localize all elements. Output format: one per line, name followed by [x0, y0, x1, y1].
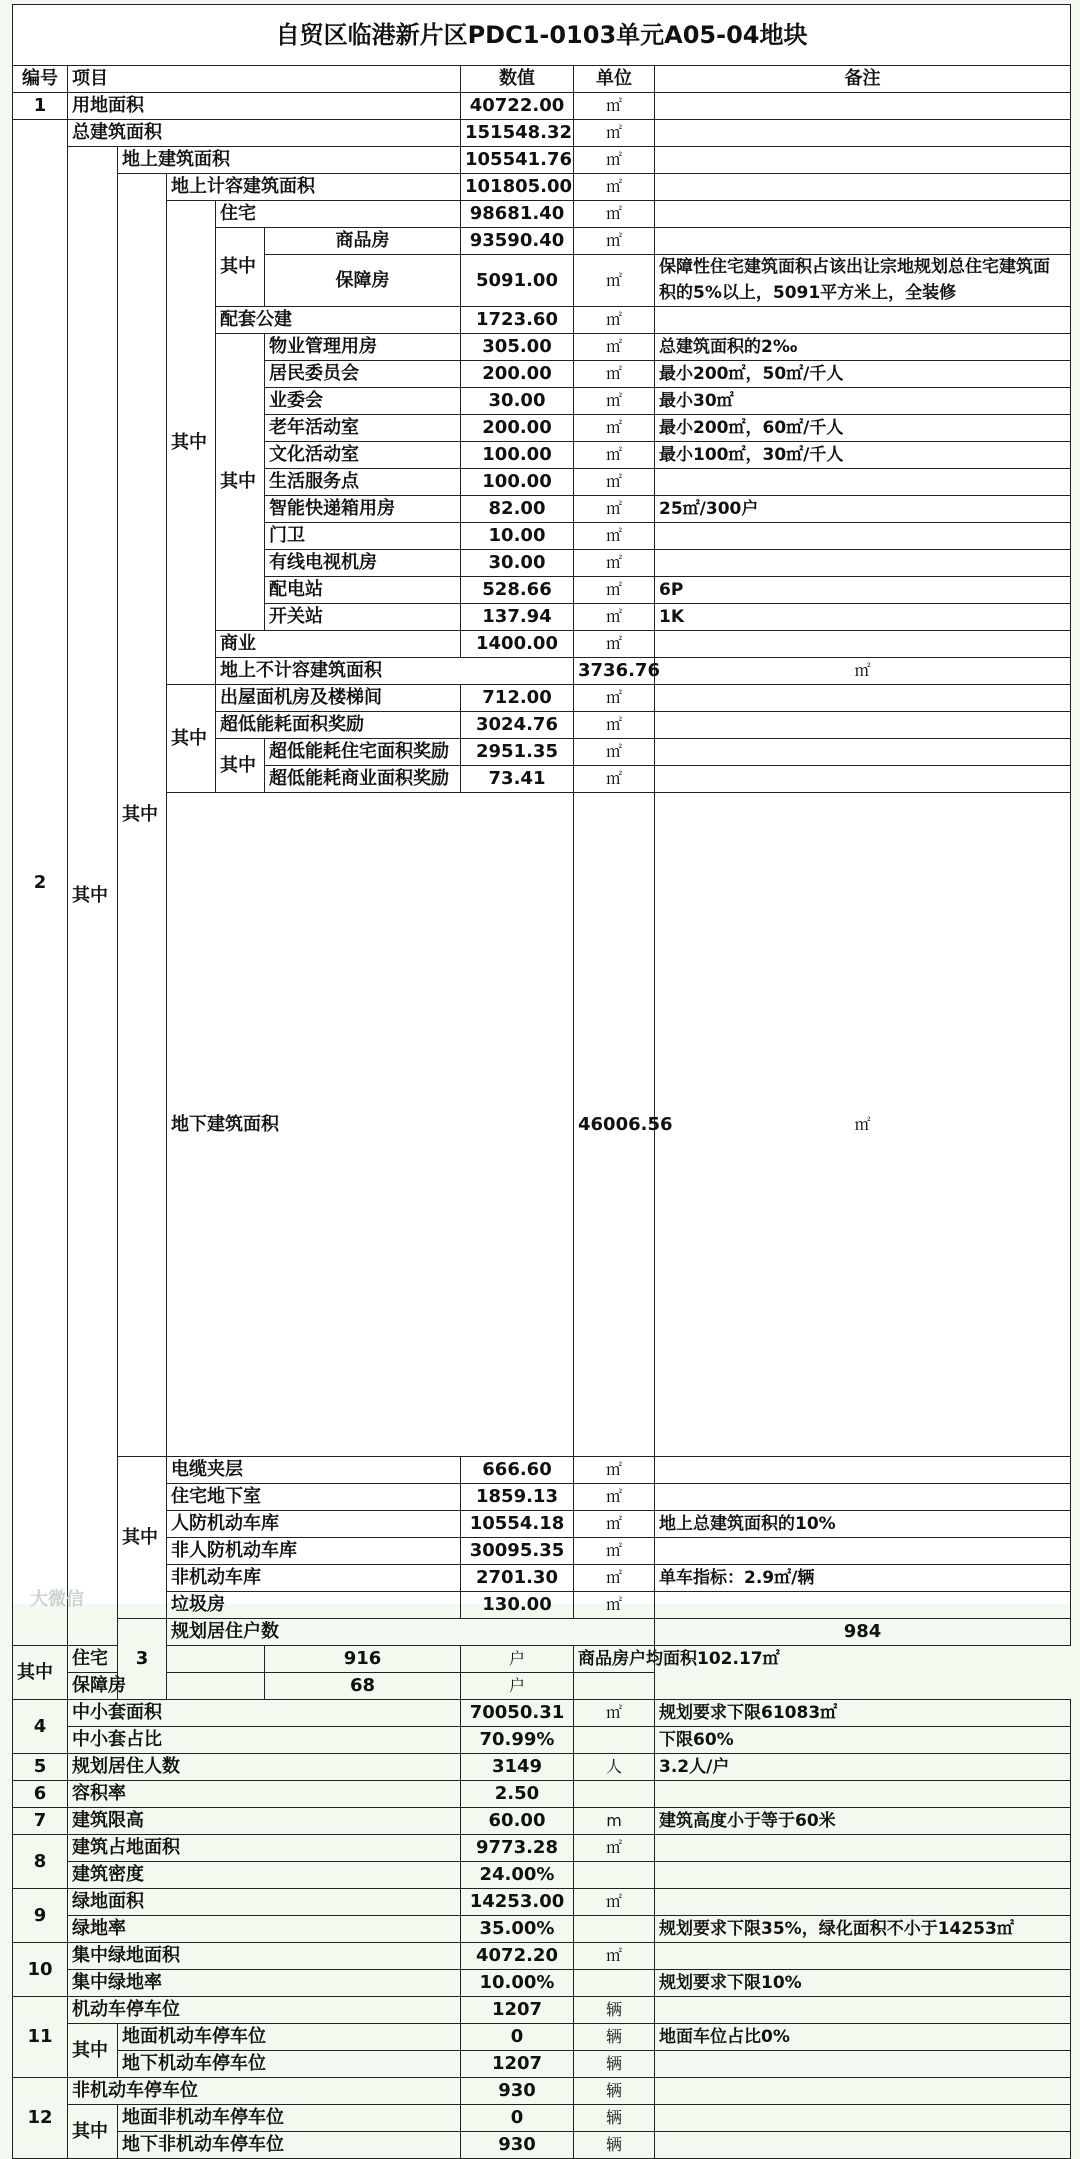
unit-cell — [574, 1862, 655, 1889]
value-cell: 35.00% — [461, 1916, 574, 1943]
value-cell: 70.99% — [461, 1727, 574, 1754]
table-row — [13, 1727, 1071, 1754]
unit-cell: ㎡ — [574, 1700, 655, 1727]
remark-cell — [655, 307, 1071, 334]
value-cell: 100.00 — [461, 442, 574, 469]
unit-cell: ㎡ — [574, 577, 655, 604]
qizhong-label: 其中 — [68, 2105, 118, 2159]
remark-cell: 规划要求下限61083㎡ — [655, 1700, 1071, 1727]
item-label: 建筑占地面积 — [68, 1835, 461, 1862]
item-label: 地下非机动车停车位 — [118, 2132, 461, 2159]
item-label: 商业 — [216, 631, 461, 658]
table-row — [13, 93, 1071, 120]
item-label: 非机动车库 — [167, 1565, 461, 1592]
item-label: 地上计容建筑面积 — [167, 174, 461, 201]
item-label: 容积率 — [68, 1781, 461, 1808]
unit-cell: 辆 — [574, 2078, 655, 2105]
item-label: 超低能耗商业面积奖励 — [265, 766, 461, 793]
table-row — [13, 1997, 1071, 2024]
table-row — [13, 1889, 1071, 1916]
item-label: 住宅地下室 — [167, 1484, 461, 1511]
value-cell: 2701.30 — [461, 1565, 574, 1592]
qizhong-label: 其中 — [68, 147, 118, 1646]
qizhong-label: 其中 — [216, 228, 265, 307]
unit-cell: ㎡ — [655, 793, 1071, 1457]
unit-cell — [574, 1781, 655, 1808]
title-row — [13, 5, 1071, 66]
value-cell: 2.50 — [461, 1781, 574, 1808]
value-cell: 40722.00 — [461, 93, 574, 120]
table-row — [13, 793, 1071, 1457]
value-cell: 3736.76 — [574, 658, 655, 685]
row-number: 2 — [13, 120, 68, 1646]
item-label: 住宅 — [216, 201, 461, 228]
row-number: 3 — [118, 1619, 167, 1700]
unit-cell: ㎡ — [574, 1592, 655, 1619]
value-cell: 930 — [461, 2132, 574, 2159]
item-label: 总建筑面积 — [68, 120, 461, 147]
remark-cell — [655, 1484, 1071, 1511]
table-row — [13, 2078, 1071, 2105]
item-label: 地下建筑面积 — [167, 793, 574, 1457]
value-cell: 137.94 — [461, 604, 574, 631]
value-cell: 305.00 — [461, 334, 574, 361]
remark-cell — [655, 1889, 1071, 1916]
item-label: 住宅 — [68, 1646, 265, 1673]
item-label: 集中绿地面积 — [68, 1943, 461, 1970]
unit-cell: ㎡ — [574, 93, 655, 120]
remark-cell — [655, 1862, 1071, 1889]
remark-cell: 最小200㎡，50㎡/千人 — [655, 361, 1071, 388]
item-label: 智能快递箱用房 — [265, 496, 461, 523]
unit-cell: ㎡ — [574, 201, 655, 228]
value-cell: 30.00 — [461, 388, 574, 415]
item-label: 超低能耗面积奖励 — [216, 712, 461, 739]
value-cell: 930 — [461, 2078, 574, 2105]
item-label: 人防机动车库 — [167, 1511, 461, 1538]
value-cell: 100.00 — [461, 469, 574, 496]
value-cell: 10554.18 — [461, 1511, 574, 1538]
item-label: 垃圾房 — [167, 1592, 461, 1619]
value-cell: 1207 — [461, 2051, 574, 2078]
remark-cell: 最小100㎡，30㎡/千人 — [655, 442, 1071, 469]
value-cell: 712.00 — [461, 685, 574, 712]
qizhong-label: 其中 — [118, 174, 167, 1457]
remark-cell — [655, 2132, 1071, 2159]
value-cell: 10.00% — [461, 1970, 574, 1997]
table-row — [13, 1538, 1071, 1565]
item-label: 中小套占比 — [68, 1727, 461, 1754]
table-row — [13, 1673, 1071, 1700]
unit-cell: ㎡ — [574, 442, 655, 469]
remark-cell: 地上总建筑面积的10% — [655, 1511, 1071, 1538]
value-cell: 9773.28 — [461, 1835, 574, 1862]
item-label: 规划居住人数 — [68, 1754, 461, 1781]
unit-cell — [574, 1970, 655, 1997]
table-row — [13, 1916, 1071, 1943]
remark-cell — [655, 712, 1071, 739]
table-row — [13, 1754, 1071, 1781]
unit-cell: ㎡ — [574, 174, 655, 201]
row-number: 10 — [13, 1943, 68, 1997]
remark-cell — [655, 2078, 1071, 2105]
value-cell: 10.00 — [461, 523, 574, 550]
item-label: 生活服务点 — [265, 469, 461, 496]
unit-cell: m — [574, 1808, 655, 1835]
unit-cell: ㎡ — [574, 255, 655, 307]
item-label: 配电站 — [265, 577, 461, 604]
unit-cell: ㎡ — [574, 1889, 655, 1916]
remark-cell: 保障性住宅建筑面积占该出让宗地规划总住宅建筑面积的5%以上，5091平方米上，全装修 — [655, 255, 1071, 307]
value-cell: 0 — [461, 2105, 574, 2132]
table-row — [13, 1970, 1071, 1997]
table-row — [13, 685, 1071, 712]
item-label: 地上不计容建筑面积 — [216, 658, 574, 685]
value-cell: 82.00 — [461, 496, 574, 523]
item-label: 保障房 — [265, 255, 461, 307]
value-cell: 105541.76 — [461, 147, 574, 174]
table-row — [13, 1943, 1071, 1970]
remark-cell — [655, 1592, 1071, 1619]
remark-cell — [574, 1673, 655, 1700]
item-label: 机动车停车位 — [68, 1997, 461, 2024]
unit-cell: ㎡ — [574, 1511, 655, 1538]
value-cell: 5091.00 — [461, 255, 574, 307]
item-label: 开关站 — [265, 604, 461, 631]
item-label: 电缆夹层 — [167, 1457, 461, 1484]
item-label: 地下机动车停车位 — [118, 2051, 461, 2078]
row-number: 12 — [13, 2078, 68, 2159]
header-unit: 单位 — [574, 66, 655, 93]
remark-cell — [655, 1997, 1071, 2024]
header-value: 数值 — [461, 66, 574, 93]
item-label: 建筑限高 — [68, 1808, 461, 1835]
unit-cell: ㎡ — [655, 658, 1071, 685]
unit-cell: ㎡ — [574, 550, 655, 577]
row-number: 9 — [13, 1889, 68, 1943]
table-row — [13, 1835, 1071, 1862]
remark-cell: 商品房户均面积102.17㎡ — [574, 1646, 655, 1673]
unit-cell: 人 — [574, 1754, 655, 1781]
table-row — [13, 174, 1071, 201]
unit-cell: ㎡ — [574, 469, 655, 496]
item-label: 非人防机动车库 — [167, 1538, 461, 1565]
remark-cell — [655, 1457, 1071, 1484]
row-number: 4 — [13, 1700, 68, 1754]
row-number: 11 — [13, 1997, 68, 2078]
remark-cell: 1K — [655, 604, 1071, 631]
item-label: 居民委员会 — [265, 361, 461, 388]
remark-cell: 25㎡/300户 — [655, 496, 1071, 523]
item-label: 超低能耗住宅面积奖励 — [265, 739, 461, 766]
unit-cell: ㎡ — [574, 1538, 655, 1565]
table-row — [13, 2105, 1071, 2132]
remark-cell — [655, 228, 1071, 255]
value-cell: 666.60 — [461, 1457, 574, 1484]
remark-cell — [655, 2051, 1071, 2078]
value-cell: 1859.13 — [461, 1484, 574, 1511]
remark-cell — [655, 1781, 1071, 1808]
remark-cell: 最小200㎡，60㎡/千人 — [655, 415, 1071, 442]
remark-cell — [655, 174, 1071, 201]
header-remark: 备注 — [655, 66, 1071, 93]
table-row — [13, 2024, 1071, 2051]
value-cell: 3024.76 — [461, 712, 574, 739]
row-number: 5 — [13, 1754, 68, 1781]
value-cell: 2951.35 — [461, 739, 574, 766]
unit-cell: 辆 — [574, 2051, 655, 2078]
unit-cell: ㎡ — [574, 685, 655, 712]
value-cell: 4072.20 — [461, 1943, 574, 1970]
remark-cell — [655, 631, 1071, 658]
value-cell: 130.00 — [461, 1592, 574, 1619]
item-label: 中小套面积 — [68, 1700, 461, 1727]
table-row — [13, 147, 1071, 174]
value-cell: 1723.60 — [461, 307, 574, 334]
item-label: 地上建筑面积 — [118, 147, 461, 174]
remark-cell: 规划要求下限35%，绿化面积不小于14253㎡ — [655, 1916, 1071, 1943]
remark-cell: 规划要求下限10% — [655, 1970, 1071, 1997]
value-cell: 200.00 — [461, 361, 574, 388]
remark-cell — [655, 550, 1071, 577]
unit-cell: ㎡ — [574, 496, 655, 523]
remark-cell — [655, 147, 1071, 174]
value-cell: 1400.00 — [461, 631, 574, 658]
table-row — [13, 1592, 1071, 1619]
qizhong-label: 其中 — [13, 1646, 68, 1700]
remark-cell: 最小30㎡ — [655, 388, 1071, 415]
unit-cell: ㎡ — [574, 334, 655, 361]
qizhong-label: 其中 — [216, 334, 265, 631]
item-label: 绿地面积 — [68, 1889, 461, 1916]
watermark: 大微信 — [30, 1589, 84, 1610]
value-cell: 14253.00 — [461, 1889, 574, 1916]
value-cell: 916 — [265, 1646, 461, 1673]
remark-cell — [655, 766, 1071, 793]
item-label: 老年活动室 — [265, 415, 461, 442]
remark-cell — [655, 93, 1071, 120]
unit-cell: 户 — [461, 1673, 574, 1700]
item-label: 建筑密度 — [68, 1862, 461, 1889]
remark-cell: 3.2人/户 — [655, 1754, 1071, 1781]
unit-cell: ㎡ — [574, 307, 655, 334]
unit-cell: ㎡ — [574, 1457, 655, 1484]
unit-cell: ㎡ — [574, 388, 655, 415]
table-row — [13, 201, 1071, 228]
remark-cell — [655, 1538, 1071, 1565]
item-label: 有线电视机房 — [265, 550, 461, 577]
remark-cell — [655, 1943, 1071, 1970]
value-cell: 24.00% — [461, 1862, 574, 1889]
value-cell: 200.00 — [461, 415, 574, 442]
remark-cell — [655, 2105, 1071, 2132]
qizhong-label: 其中 — [216, 739, 265, 793]
unit-cell: ㎡ — [574, 1565, 655, 1592]
item-label: 规划居住户数 — [167, 1619, 655, 1646]
unit-cell: 户 — [461, 1646, 574, 1673]
remark-cell: 地面车位占比0% — [655, 2024, 1071, 2051]
table-row — [13, 2132, 1071, 2159]
table-row — [13, 120, 1071, 147]
item-label: 门卫 — [265, 523, 461, 550]
item-label: 配套公建 — [216, 307, 461, 334]
item-label: 出屋面机房及楼梯间 — [216, 685, 461, 712]
value-cell: 98681.40 — [461, 201, 574, 228]
remark-cell: 单车指标：2.9㎡/辆 — [655, 1565, 1071, 1592]
unit-cell: 辆 — [574, 2105, 655, 2132]
unit-cell: ㎡ — [574, 604, 655, 631]
unit-cell: 辆 — [574, 2132, 655, 2159]
remark-cell — [655, 201, 1071, 228]
planning-index-table — [12, 4, 1071, 2159]
header-no: 编号 — [13, 66, 68, 93]
unit-cell — [574, 1727, 655, 1754]
qizhong-label: 其中 — [118, 1457, 167, 1619]
unit-cell: ㎡ — [574, 1943, 655, 1970]
value-cell: 30095.35 — [461, 1538, 574, 1565]
unit-cell: ㎡ — [574, 712, 655, 739]
unit-cell: ㎡ — [574, 415, 655, 442]
row-number: 7 — [13, 1808, 68, 1835]
remark-cell — [655, 120, 1071, 147]
spreadsheet-frame — [12, 4, 1070, 2156]
table-row — [13, 1457, 1071, 1484]
unit-cell: ㎡ — [574, 766, 655, 793]
header-item: 项目 — [68, 66, 461, 93]
value-cell: 528.66 — [461, 577, 574, 604]
row-number: 6 — [13, 1781, 68, 1808]
value-cell: 101805.00 — [461, 174, 574, 201]
table-row — [13, 1700, 1071, 1727]
row-number: 1 — [13, 93, 68, 120]
value-cell: 3149 — [461, 1754, 574, 1781]
remark-cell: 6P — [655, 577, 1071, 604]
item-label: 物业管理用房 — [265, 334, 461, 361]
value-cell: 73.41 — [461, 766, 574, 793]
item-label: 文化活动室 — [265, 442, 461, 469]
unit-cell: ㎡ — [574, 120, 655, 147]
row-number: 8 — [13, 1835, 68, 1889]
unit-cell: ㎡ — [574, 1484, 655, 1511]
qizhong-label: 其中 — [167, 201, 216, 685]
unit-cell: ㎡ — [574, 147, 655, 174]
value-cell: 0 — [461, 2024, 574, 2051]
unit-cell: ㎡ — [574, 228, 655, 255]
table-row — [13, 1484, 1071, 1511]
unit-cell — [574, 1916, 655, 1943]
qizhong-label: 其中 — [68, 2024, 118, 2078]
unit-cell: ㎡ — [574, 739, 655, 766]
item-label: 商品房 — [265, 228, 461, 255]
remark-cell: 下限60% — [655, 1727, 1071, 1754]
table-row — [13, 1619, 1071, 1646]
item-label: 绿地率 — [68, 1916, 461, 1943]
item-label: 集中绿地率 — [68, 1970, 461, 1997]
value-cell: 68 — [265, 1673, 461, 1700]
qizhong-label: 其中 — [167, 685, 216, 793]
value-cell: 60.00 — [461, 1808, 574, 1835]
item-label: 用地面积 — [68, 93, 461, 120]
remark-cell — [655, 1835, 1071, 1862]
remark-cell — [655, 523, 1071, 550]
value-cell: 30.00 — [461, 550, 574, 577]
remark-cell — [655, 739, 1071, 766]
table-row — [13, 1646, 1071, 1673]
value-cell: 984 — [655, 1619, 1071, 1646]
item-label: 非机动车停车位 — [68, 2078, 461, 2105]
table-row — [13, 1565, 1071, 1592]
table-row — [13, 1808, 1071, 1835]
table-row — [13, 1862, 1071, 1889]
table-title: 自贸区临港新片区PDC1-0103单元A05-04地块 — [13, 5, 1071, 66]
table-row — [13, 1781, 1071, 1808]
remark-cell: 总建筑面积的2‰ — [655, 334, 1071, 361]
value-cell: 70050.31 — [461, 1700, 574, 1727]
item-label: 保障房 — [68, 1673, 265, 1700]
value-cell: 1207 — [461, 1997, 574, 2024]
item-label: 业委会 — [265, 388, 461, 415]
unit-cell: ㎡ — [574, 361, 655, 388]
value-cell: 93590.40 — [461, 228, 574, 255]
value-cell: 151548.32 — [461, 120, 574, 147]
unit-cell: ㎡ — [574, 523, 655, 550]
unit-cell: 辆 — [574, 2024, 655, 2051]
item-label: 地面非机动车停车位 — [118, 2105, 461, 2132]
remark-cell — [655, 685, 1071, 712]
table-row — [13, 1511, 1071, 1538]
unit-cell: ㎡ — [574, 1835, 655, 1862]
remark-cell: 建筑高度小于等于60米 — [655, 1808, 1071, 1835]
table-row — [13, 2051, 1071, 2078]
unit-cell: 辆 — [574, 1997, 655, 2024]
header-row — [13, 66, 1071, 93]
item-label: 地面机动车停车位 — [118, 2024, 461, 2051]
remark-cell — [655, 469, 1071, 496]
value-cell: 46006.56 — [574, 793, 655, 1457]
unit-cell: ㎡ — [574, 631, 655, 658]
